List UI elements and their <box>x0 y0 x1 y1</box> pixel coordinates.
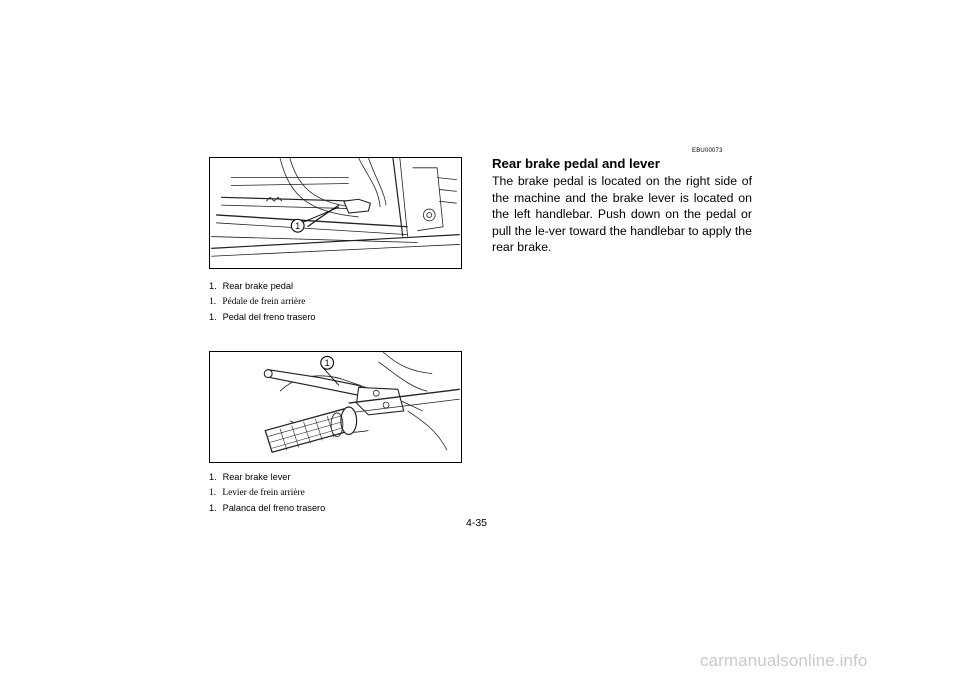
rear-brake-pedal-illustration <box>209 157 462 269</box>
caption-line-en: 1. Rear brake pedal <box>209 281 294 291</box>
figure2-callout: 1 <box>324 358 330 369</box>
caption-line-fr: 1. Levier de frein arrière <box>209 487 305 498</box>
caption-line-fr: 1. Pédale de frein arrière <box>209 296 306 307</box>
figure2-caption <box>209 470 469 517</box>
caption-line-es: 1. Pedal del freno trasero <box>209 312 316 322</box>
watermark: carmanualsonline.info <box>700 651 868 670</box>
section-heading: Rear brake pedal and lever <box>492 156 660 171</box>
section-body: The brake pedal is located on the right side of the machine and the brake lever is located on the left handlebar. Push down on the pedal or pull the le-ver toward the handlebar to apply the rear brake. <box>492 174 752 255</box>
figure1-callout: 1 <box>295 221 301 232</box>
caption-line-es: 1. Palanca del freno trasero <box>209 503 326 513</box>
section-code: EBU00073 <box>692 148 723 154</box>
caption-line-en: 1. Rear brake lever <box>209 472 291 482</box>
page-number: 4-35 <box>466 517 488 529</box>
figure1-caption <box>209 279 469 326</box>
rear-brake-lever-illustration <box>209 351 462 463</box>
